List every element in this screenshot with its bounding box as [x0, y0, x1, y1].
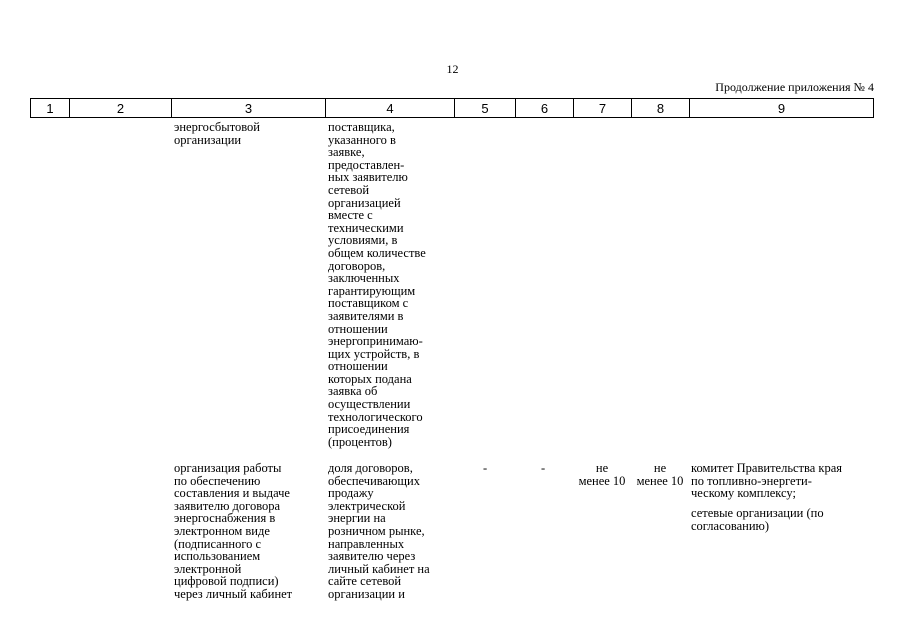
column-header-5: 5 [455, 99, 516, 118]
row1-col4-cell: поставщика, указанного в заявке, предоставлен- ных заявителю сетевой организацией вместе с техническими условиями, в общем количестве договоров, заключенных гарантирующим поставщиком с заявителями в отношении энергопринимаю- щих устройств, в отношении которых подана заявка об осуществлении технологического присоединения (процентов) [328, 120, 426, 449]
row2-col3-cell: организация работы по обеспечению составления и выдаче заявителю договора энергоснабжения в электронном виде (подписанного с использованием электронной цифровой подписи) через личный кабинет [174, 461, 293, 601]
row1-col3-cell: энергосбытовой организации [174, 120, 260, 147]
column-number-header [30, 98, 874, 118]
column-header-6: 6 [516, 99, 574, 118]
column-header-8: 8 [632, 99, 690, 118]
page-number: 12 [446, 62, 459, 76]
row2-col9-responsible-committee: комитет Правительства края по топливно-энергети- ческому комплексу; [691, 461, 843, 501]
column-header-1: 1 [31, 99, 70, 118]
row2-col6-cell: - [541, 461, 546, 475]
row2-col8-cell: не менее 10 [636, 461, 684, 488]
row2-col7-cell: не менее 10 [578, 461, 626, 488]
row2-col5-cell: - [483, 461, 488, 475]
column-header-2: 2 [70, 99, 172, 118]
appendix-label: Продолжение приложения № 4 [715, 80, 874, 94]
column-header-9: 9 [690, 99, 874, 118]
column-header-7: 7 [574, 99, 632, 118]
row2-col9-network-organizations: сетевые организации (по согласованию) [691, 506, 824, 533]
row2-col4-cell: доля договоров, обеспечивающих продажу электрической энергии на розничном рынке, направленных заявителю через личный кабинет на сайте сетевой организации и [328, 461, 430, 601]
column-header-4: 4 [326, 99, 455, 118]
column-header-3: 3 [172, 99, 326, 118]
